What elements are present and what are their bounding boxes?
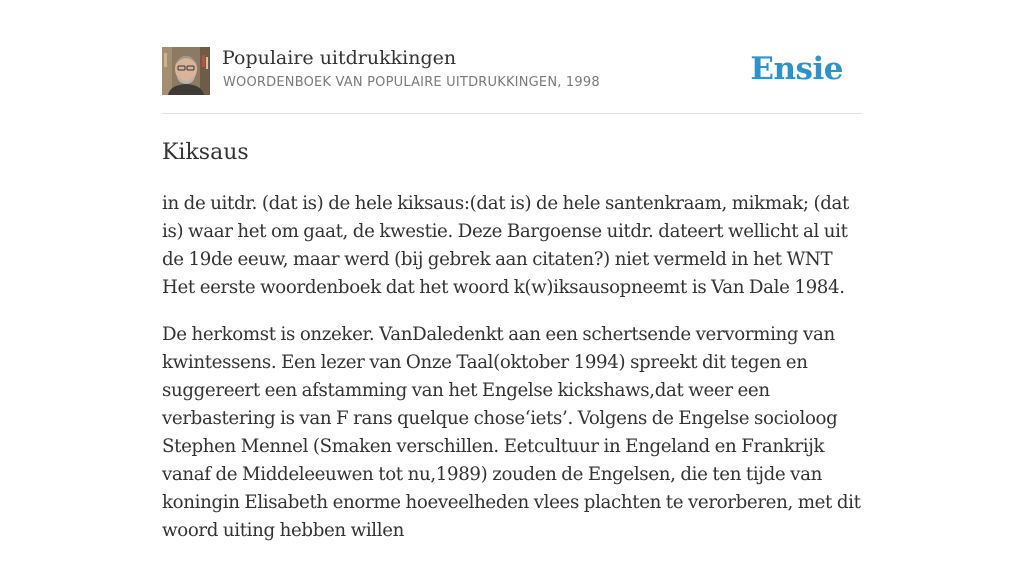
dictionary-header <box>162 0 862 114</box>
entry-paragraph: in de uitdr. (dat is) de hele kiksaus:(dat is) de hele santenkraam, mikmak; (dat is) waar het om gaat, de kwestie. Deze Bargoense uitdr. dateert wellicht al uit de 19de eeuw, maar werd (bij gebrek aan citaten?) niet vermeld in het WNT Het eerste woordenboek dat het woord k(w)iksausopneemt is Van Dale 1984. <box>162 193 849 298</box>
ensie-logo[interactable]: Ensie <box>750 51 843 87</box>
author-avatar[interactable] <box>162 47 210 95</box>
entry-headword: Kiksaus <box>162 140 249 165</box>
author-portrait-image <box>162 47 210 95</box>
page-container <box>162 0 862 541</box>
dictionary-title[interactable]: Populaire uitdrukkingen <box>222 47 457 69</box>
dictionary-subtitle: WOORDENBOEK VAN POPULAIRE UITDRUKKINGEN, 1998 <box>223 75 600 90</box>
entry-paragraph: De herkomst is onzeker. VanDaledenkt aan een schertsende vervorming van kwintessens. Een lezer van Onze Taal(oktober 1994) spreekt dit tegen en suggereert een afstamming van het Engelse kickshaws,dat weer een verbastering is van F rans quelque chose‘iets’. Volgens de Engelse socioloog Stephen Mennel (Smaken verschillen. Eetcultuur in Engeland en Frankrijk vanaf de Middeleeuwen tot nu,1989) zouden de Engelsen, die ten tijde van koningin Elisabeth enorme hoeveelheden vlees plachten te verorberen, met dit woord uiting hebben willen <box>162 324 861 541</box>
entry-body <box>162 190 862 564</box>
